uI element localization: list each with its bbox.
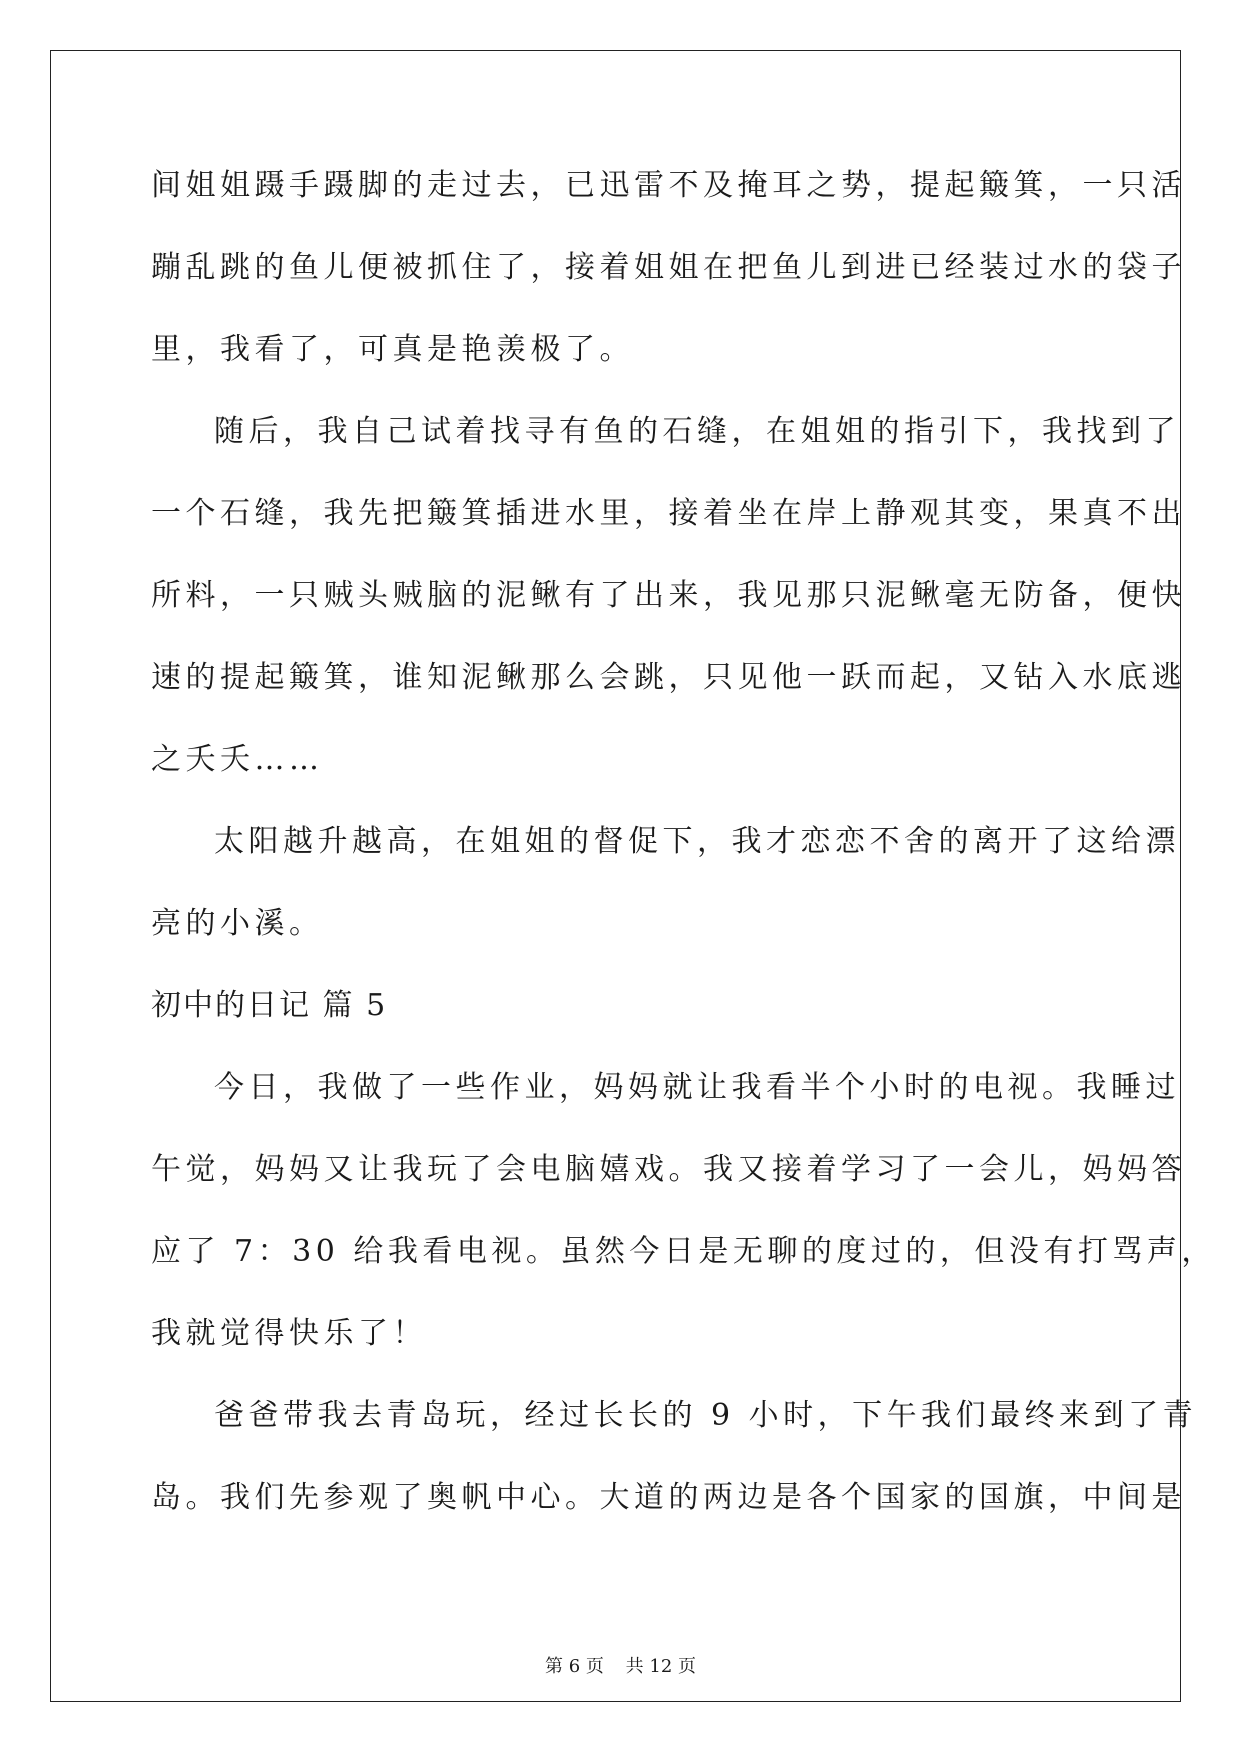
text-line: 速的提起簸箕，谁知泥鳅那么会跳，只见他一跃而起，又钻入水底逃 bbox=[151, 660, 1186, 695]
page-number-total: 共 12 页 bbox=[625, 1656, 696, 1677]
document-body bbox=[151, 160, 1216, 1554]
paragraph bbox=[151, 1390, 1198, 1554]
page-footer bbox=[0, 1652, 1241, 1678]
paragraph bbox=[151, 406, 1186, 816]
section-heading: 初中的日记 篇 5 bbox=[151, 988, 388, 1023]
text-line: 今日，我做了一些作业，妈妈就让我看半个小时的电视。我睡过 bbox=[214, 1070, 1180, 1105]
paragraph bbox=[151, 160, 1186, 406]
text-line: 所料，一只贼头贼脑的泥鳅有了出来，我见那只泥鳅毫无防备，便快 bbox=[151, 578, 1186, 613]
page-number-current: 第 6 页 bbox=[545, 1656, 604, 1677]
text-line: 一个石缝，我先把簸箕插进水里，接着坐在岸上静观其变，果真不出 bbox=[151, 496, 1186, 531]
paragraph bbox=[151, 1062, 1216, 1390]
text-line: 午觉，妈妈又让我玩了会电脑嬉戏。我又接着学习了一会儿，妈妈答 bbox=[151, 1152, 1186, 1187]
text-line: 岛。我们先参观了奥帆中心。大道的两边是各个国家的国旗，中间是 bbox=[151, 1480, 1186, 1515]
text-line: 亮的小溪。 bbox=[151, 906, 324, 941]
text-line: 随后，我自己试着找寻有鱼的石缝，在姐姐的指引下，我找到了 bbox=[214, 414, 1180, 449]
text-line: 里，我看了，可真是艳羡极了。 bbox=[151, 332, 634, 367]
text-line: 我就觉得快乐了！ bbox=[151, 1316, 427, 1351]
text-line: 间姐姐蹑手蹑脚的走过去，已迅雷不及掩耳之势，提起簸箕，一只活 bbox=[151, 168, 1186, 203]
text-line: 太阳越升越高，在姐姐的督促下，我才恋恋不舍的离开了这给漂 bbox=[214, 824, 1180, 859]
text-line: 爸爸带我去青岛玩，经过长长的 9 小时，下午我们最终来到了青 bbox=[214, 1398, 1198, 1433]
text-line: 之夭夭…… bbox=[151, 742, 324, 777]
text-line: 蹦乱跳的鱼儿便被抓住了，接着姐姐在把鱼儿到进已经装过水的袋子 bbox=[151, 250, 1186, 285]
paragraph bbox=[151, 816, 1180, 980]
text-line: 应了 7：30 给我看电视。虽然今日是无聊的度过的，但没有打骂声， bbox=[151, 1234, 1216, 1269]
